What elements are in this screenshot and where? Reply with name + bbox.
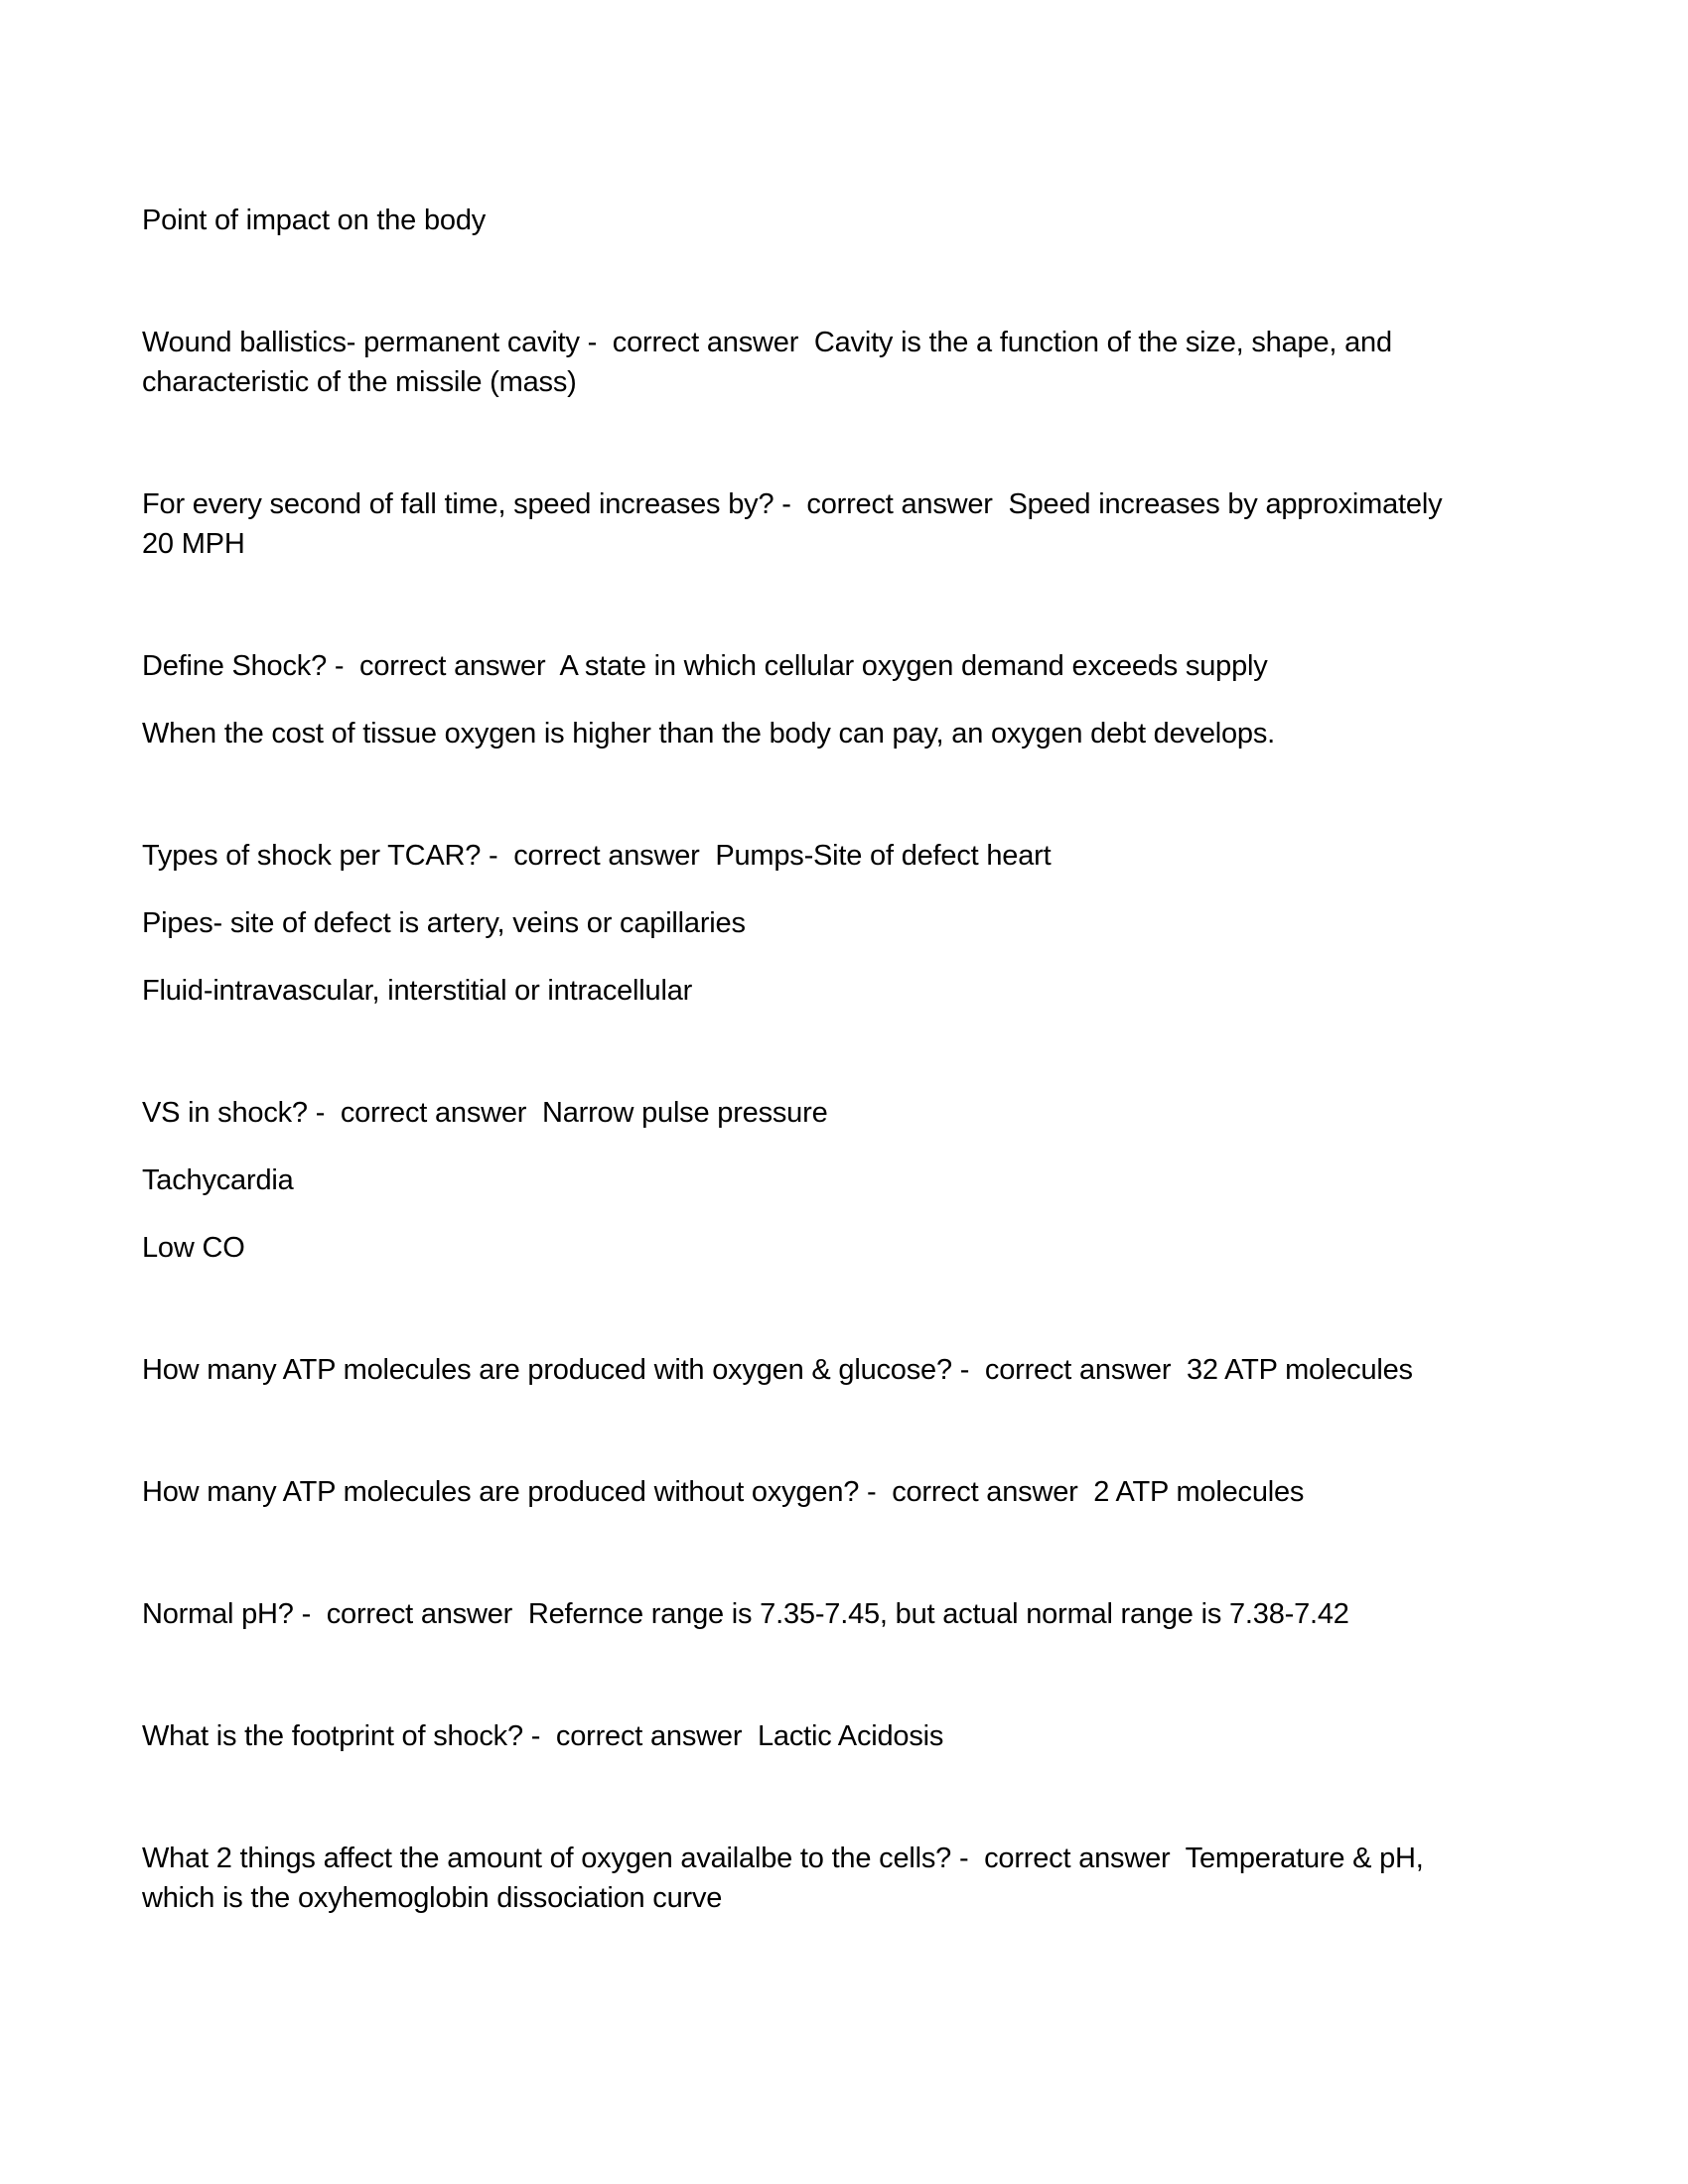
text-line: 20 MPH bbox=[142, 528, 245, 560]
qa-block-atp-with-oxygen bbox=[142, 1350, 1612, 1472]
text-line: What is the footprint of shock? - correct answer Lactic Acidosis bbox=[142, 1720, 944, 1752]
paragraph bbox=[142, 1093, 1612, 1133]
qa-block-point-of-impact bbox=[142, 201, 1612, 323]
paragraph bbox=[142, 1716, 1612, 1756]
qa-block-normal-ph bbox=[142, 1594, 1612, 1716]
paragraph bbox=[142, 1472, 1612, 1512]
paragraph bbox=[142, 836, 1612, 876]
qa-block-define-shock bbox=[142, 646, 1612, 836]
qa-block-fall-speed bbox=[142, 484, 1612, 646]
text-line: Types of shock per TCAR? - correct answer Pumps-Site of defect heart bbox=[142, 840, 1052, 872]
paragraph bbox=[142, 971, 1612, 1011]
qa-block-vs-in-shock bbox=[142, 1093, 1612, 1350]
paragraph bbox=[142, 1350, 1612, 1390]
text-line: VS in shock? - correct answer Narrow pulse pressure bbox=[142, 1097, 828, 1129]
text-line: characteristic of the missile (mass) bbox=[142, 366, 577, 398]
qa-block-wound-ballistics bbox=[142, 323, 1612, 484]
paragraph bbox=[142, 1839, 1612, 1918]
text-line: Wound ballistics- permanent cavity - correct answer Cavity is the a function of the size, shape, and bbox=[142, 327, 1392, 358]
text-line: Fluid-intravascular, interstitial or intracellular bbox=[142, 975, 693, 1007]
text-line: Normal pH? - correct answer Refernce range is 7.35-7.45, but actual normal range is 7.38-7.42 bbox=[142, 1598, 1349, 1630]
paragraph bbox=[142, 903, 1612, 943]
paragraph bbox=[142, 1160, 1612, 1200]
text-line: How many ATP molecules are produced without oxygen? - correct answer 2 ATP molecules bbox=[142, 1476, 1305, 1508]
paragraph bbox=[142, 201, 1612, 240]
text-line: Low CO bbox=[142, 1232, 245, 1264]
paragraph bbox=[142, 1594, 1612, 1634]
text-line: Define Shock? - correct answer A state in which cellular oxygen demand exceeds supply bbox=[142, 650, 1268, 682]
text-line: How many ATP molecules are produced with oxygen & glucose? - correct answer 32 ATP molecules bbox=[142, 1354, 1413, 1386]
paragraph bbox=[142, 484, 1612, 564]
text-line: which is the oxyhemoglobin dissociation curve bbox=[142, 1882, 723, 1914]
paragraph bbox=[142, 1228, 1612, 1268]
text-line: Tachycardia bbox=[142, 1164, 294, 1196]
text-line: For every second of fall time, speed increases by? - correct answer Speed increases by approximately bbox=[142, 488, 1443, 520]
qa-block-oxygen-availability bbox=[142, 1839, 1612, 1918]
qa-block-footprint-of-shock bbox=[142, 1716, 1612, 1839]
paragraph bbox=[142, 714, 1612, 753]
text-line: When the cost of tissue oxygen is higher than the body can pay, an oxygen debt develops. bbox=[142, 718, 1275, 750]
paragraph bbox=[142, 323, 1612, 402]
text-line: What 2 things affect the amount of oxygen availalbe to the cells? - correct answer Temperature & pH, bbox=[142, 1843, 1424, 1874]
qa-block-atp-without-oxygen bbox=[142, 1472, 1612, 1594]
text-line: Point of impact on the body bbox=[142, 205, 487, 236]
paragraph bbox=[142, 646, 1612, 686]
text-line: Pipes- site of defect is artery, veins or capillaries bbox=[142, 907, 746, 939]
qa-block-shock-types-tcar bbox=[142, 836, 1612, 1093]
document-content bbox=[142, 201, 1612, 1918]
